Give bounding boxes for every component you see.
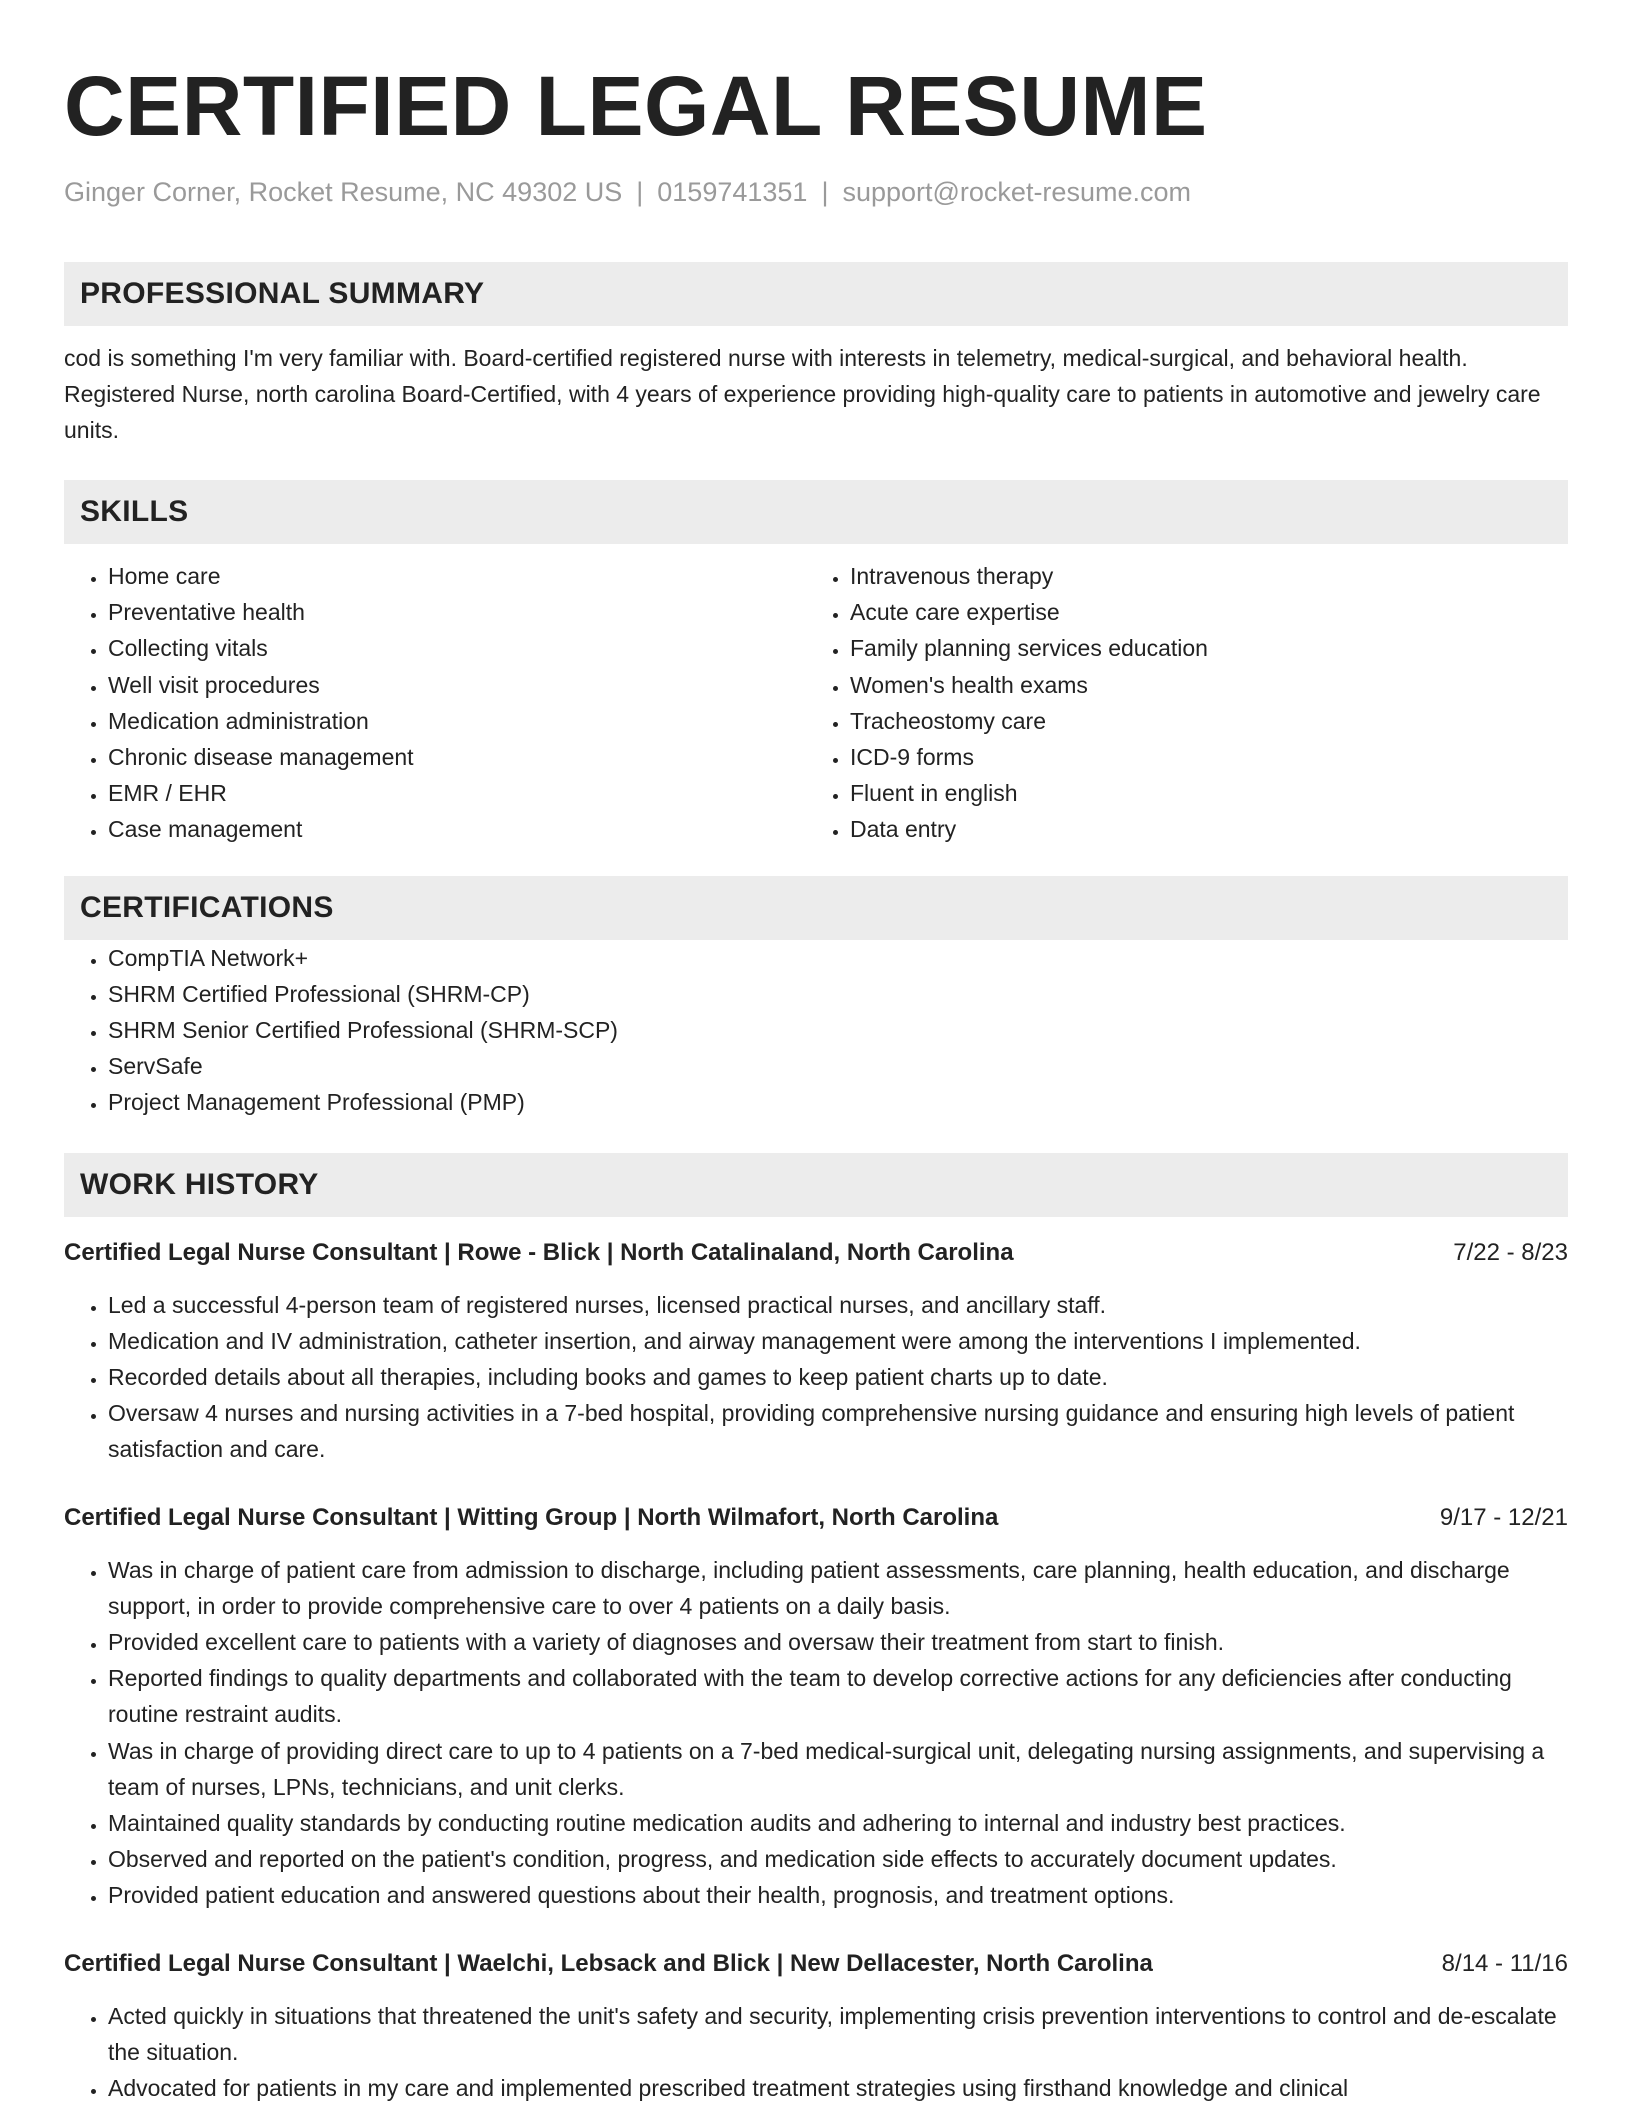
skills-column-left: [64, 558, 806, 848]
skill-item: • Medication administration: [108, 703, 806, 739]
job-bullet: • Led a successful 4-person team of registered nurses, licensed practical nurses, and ancillary staff.: [108, 1287, 1568, 1323]
job-entry: [64, 1502, 1568, 1914]
certification-item: • SHRM Senior Certified Professional (SHRM-SCP): [108, 1012, 1568, 1048]
job-dates: 7/22 - 8/23: [1453, 1238, 1568, 1266]
skill-item: • Home care: [108, 558, 806, 594]
job-header: [64, 1948, 1568, 1980]
contact-separator: |: [636, 177, 644, 207]
contact-email: support@rocket-resume.com: [842, 177, 1191, 207]
section-heading-summary: PROFESSIONAL SUMMARY: [64, 262, 1568, 326]
job-bullet: • Medication and IV administration, catheter insertion, and airway management were among the interventions I implemented.: [108, 1323, 1568, 1359]
job-header: [64, 1237, 1568, 1269]
job-dates: 8/14 - 11/16: [1441, 1949, 1568, 1977]
job-bullet: • Oversaw 4 nurses and nursing activities in a 7-bed hospital, providing comprehensive nursing guidance and ensuring high levels of patient satisfaction and care.: [108, 1395, 1568, 1467]
skill-item: • Tracheostomy care: [850, 703, 1548, 739]
section-heading-skills: SKILLS: [64, 480, 1568, 544]
job-title: Certified Legal Nurse Consultant | Rowe - Blick | North Catalinaland, North Carolina: [64, 1238, 1014, 1266]
job-bullets: [64, 1998, 1568, 2107]
job-bullet: • Provided patient education and answered questions about their health, prognosis, and treatment options.: [108, 1877, 1568, 1913]
skill-item: • Case management: [108, 811, 806, 847]
job-bullet: • Advocated for patients in my care and implemented prescribed treatment strategies using firsthand knowledge and clinical: [108, 2070, 1568, 2106]
skill-item: • Family planning services education: [850, 630, 1548, 666]
job-entry: [64, 1237, 1568, 1468]
skill-item: • ICD-9 forms: [850, 739, 1548, 775]
resume-title: CERTIFIED LEGAL RESUME: [64, 59, 1208, 153]
job-bullet: • Provided excellent care to patients with a variety of diagnoses and oversaw their treatment from start to finish.: [108, 1624, 1568, 1660]
section-heading-certifications: CERTIFICATIONS: [64, 876, 1568, 940]
certification-item: • CompTIA Network+: [108, 940, 1568, 976]
job-title: Certified Legal Nurse Consultant | Waelchi, Lebsack and Blick | New Dellacester, North Carolina: [64, 1949, 1153, 1977]
skill-item: • Fluent in english: [850, 775, 1548, 811]
certification-item: • Project Management Professional (PMP): [108, 1084, 1568, 1120]
certification-item: • SHRM Certified Professional (SHRM-CP): [108, 976, 1568, 1012]
job-title: Certified Legal Nurse Consultant | Witting Group | North Wilmafort, North Carolina: [64, 1503, 999, 1531]
skill-item: • Data entry: [850, 811, 1548, 847]
skills-list-left: [64, 558, 806, 848]
skills-column-right: [806, 558, 1548, 848]
job-bullet: • Maintained quality standards by conducting routine medication audits and adhering to internal and industry best practices.: [108, 1805, 1568, 1841]
skill-item: • Intravenous therapy: [850, 558, 1548, 594]
contact-line: [64, 174, 1568, 210]
skill-item: • Women's health exams: [850, 667, 1548, 703]
certifications-list: [64, 940, 1568, 1121]
job-header: [64, 1502, 1568, 1534]
job-bullet: • Was in charge of patient care from admission to discharge, including patient assessments, care planning, health education, and discharge support, in order to provide comprehensive care to over 4 patients on a daily basis.: [108, 1552, 1568, 1624]
job-bullets: [64, 1287, 1568, 1468]
contact-phone: 0159741351: [657, 177, 808, 207]
skill-item: • Collecting vitals: [108, 630, 806, 666]
job-bullet: • Was in charge of providing direct care to up to 4 patients on a 7-bed medical-surgical unit, delegating nursing assignments, and supervising a team of nurses, LPNs, technicians, and unit clerks.: [108, 1733, 1568, 1805]
job-bullet: • Reported findings to quality departments and collaborated with the team to develop corrective actions for any deficiencies after conducting routine restraint audits.: [108, 1660, 1568, 1732]
certification-item: • ServSafe: [108, 1048, 1568, 1084]
contact-separator: |: [821, 177, 829, 207]
job-entry: [64, 1948, 1568, 2107]
skills-list-right: [806, 558, 1548, 848]
skill-item: • EMR / EHR: [108, 775, 806, 811]
skill-item: • Chronic disease management: [108, 739, 806, 775]
skill-item: • Well visit procedures: [108, 667, 806, 703]
skill-item: • Preventative health: [108, 594, 806, 630]
job-bullet: • Recorded details about all therapies, including books and games to keep patient charts up to date.: [108, 1359, 1568, 1395]
skills-columns: [64, 558, 1568, 848]
job-bullet: • Observed and reported on the patient's condition, progress, and medication side effects to accurately document updates.: [108, 1841, 1568, 1877]
skill-item: • Acute care expertise: [850, 594, 1548, 630]
job-dates: 9/17 - 12/21: [1439, 1503, 1568, 1531]
job-bullet: • Acted quickly in situations that threatened the unit's safety and security, implementing crisis prevention interventions to control and de-escalate the situation.: [108, 1998, 1568, 2070]
contact-address: Ginger Corner, Rocket Resume, NC 49302 US: [64, 177, 623, 207]
section-heading-work-history: WORK HISTORY: [64, 1153, 1568, 1217]
job-bullets: [64, 1552, 1568, 1914]
summary-text: cod is something I'm very familiar with. Board-certified registered nurse with interests in telemetry, medical-surgical, and behavioral health. Registered Nurse, north carolina Board-Certified, with 4 years of experience providing high-quality care to patients in automotive and jewelry care units.: [64, 345, 1541, 443]
